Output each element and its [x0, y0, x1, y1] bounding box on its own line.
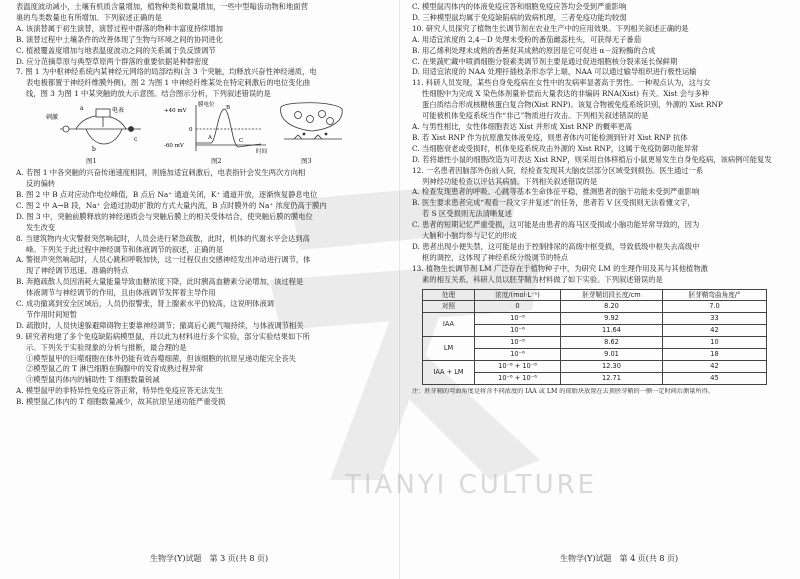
watermark-text: TIANYI CULTURE [345, 470, 598, 500]
option-line: A. 若图 1 中各突触的兴奋传递速度相同，则施加适宜刺激后，电表指针会发生两次方向相 [16, 168, 306, 178]
cell-angle: 7.0 [663, 301, 767, 313]
plus40-label: +40 mV [164, 108, 187, 115]
stimulus-label: 刺激 [46, 114, 59, 122]
text-line: 若 S 区受损则无法清晰复述 [422, 209, 512, 219]
minus60-label: -60 mV [164, 143, 184, 150]
cell-group: IAA + LM [423, 361, 475, 385]
text-line: 枢的调控，这体现了神经系统分级调节的特点 [422, 252, 568, 262]
option-line: B. 医生要求患者完成“观看一段文字并复述”的任务，患者若 V 区受损则无法看懂文字， [412, 198, 695, 208]
table-note: 注：胚芽鞘的弯曲角度是将含不同浓度的 IAA 或 LM 的琼脂块放置在去顶胚芽鞘的一侧一定时间后测量所得。 [412, 387, 714, 395]
option-line: C. 模型鼠丙体内的体液免疫应答和细胞免疫应答均会受到严重影响 [412, 2, 627, 11]
fig1-caption: 图1 [86, 157, 97, 166]
table-row [423, 349, 767, 361]
cell-length: 8.62 [561, 337, 663, 349]
option-line: D. 用适宜浓度的 NAA 处理扦插枝条形态学上端，NAA 可以通过输导组织进行极性运输 [412, 67, 697, 77]
table-row [423, 372, 767, 384]
option-line: A. 与男性相比，女性体细胞表达 Xist 并形成 Xist RNP 的概率更高 [412, 121, 632, 131]
cell-length: 9.92 [561, 313, 663, 325]
point-c-label: C [239, 138, 244, 145]
cell-conc: 10⁻⁶ [475, 349, 561, 361]
text-line: 蛋白质结合形成核糖核蛋白复合物(Xist RNP)。该复合物被免疫系统识别，外源的 Xist RNP [422, 100, 723, 110]
table-header-row [423, 289, 767, 301]
cell-length: 9.01 [561, 349, 663, 361]
figure-2-curve [196, 105, 266, 151]
option-line: C. 患者的短期记忆严重受损，这可能是由患者的海马区受损或小脑功能异常导致的，因为 [412, 220, 700, 230]
cell-angle: 10 [663, 337, 767, 349]
cell-angle: 45 [663, 372, 767, 384]
left-column [16, 2, 388, 408]
text-line: 示。下列关于实验现象的分析与推断，最合理的是 [26, 342, 187, 352]
text-line: 体液调节与神经调节的作用，且由体液调节发挥着主导作用 [26, 288, 216, 298]
table-row [423, 337, 767, 349]
option-line: B. 演替过程中土壤条件的改善体现了生物与环境之间的协同进化 [16, 34, 224, 44]
cell-length: 11.64 [561, 325, 663, 337]
option-line: A. 该演替属于初生演替，演替过程中群落的物种丰富度持续增加 [16, 23, 223, 33]
option-line: A. 警报声突然响起时，人员心跳和呼吸加快，这一过程仅由交感神经发出冲动进行调节，体 [16, 255, 311, 265]
text-line: 线，图 3 为图 1 中某突触的放大示意图。结合图示分析，下列叙述错误的是 [26, 89, 271, 99]
zero-label: 0 [189, 127, 193, 134]
text-line: 节作用时间短暂 [26, 309, 78, 319]
text-line: 列神经功能检查以评估其病情。下列相关叙述错误的是 [422, 176, 598, 186]
col-header-length: 胚芽鞘切段长度/cm [561, 289, 663, 301]
option-line: B. 若 Xist RNP 作为抗原激发体液免疫，则患者体内可能检测到针对 Xist RNP 抗体 [412, 132, 688, 142]
cell-conc: 10⁻⁸ + 10⁻⁸ [475, 361, 561, 373]
text-line: 表电极都置于神经纤维膜外侧)，图 2 为图 1 中神经纤维某处在特定刺激后的电位变化曲 [26, 78, 311, 88]
question-13: 13. 植物生长调节剂 LM 广泛存在于植物种子中，为研究 LM 的生理作用及其与其他植物激 [412, 263, 708, 273]
fig3-caption: 图3 [301, 157, 312, 166]
statement-line: ②模型鼠乙的 T 淋巴细胞在胸腺中的发育成熟过程异常 [26, 364, 204, 374]
table-row [423, 325, 767, 337]
time-label: 时间 [256, 149, 268, 156]
cell-conc: 10⁻⁶ + 10⁻⁶ [475, 372, 561, 384]
option-line: C. 在果蔬贮藏中喷洒细胞分裂素类调节剂主要是通过促进细胞核分裂来延长保鲜期 [412, 56, 678, 66]
question-12: 12. 一名患者因脑部外伤前入院，经检查发现其大脑皮层部分区域受到损伤。医生通过一系 [412, 165, 704, 175]
potential-label: 膜电位 [198, 102, 215, 109]
fig2-caption: 图2 [211, 157, 222, 166]
cell-conc: 0 [475, 301, 561, 313]
cell-length: 8.20 [561, 301, 663, 313]
option-line: D. 三种模型鼠均属于免疫缺陷病的致病机理，三者免疫功能均较弱 [412, 12, 627, 22]
option-line: C. 当细胞衰老或受损时，机体免疫系统攻击外源的 Xist RNP，这属于免疫防御功能异常 [412, 143, 699, 153]
neuron-c-label: c [134, 136, 138, 144]
option-line: C. 成功撤离到安全区域后，人员仍很警张，肾上腺素水平仍较高，这说明体液调 [16, 299, 275, 309]
question-10: 10. 研究人员探究了植物生长调节剂在农业生产中的应用效果。下列相关叙述正确的是 [412, 23, 689, 33]
option-line: D. 患者出现小便失禁，这可能是由于控制排尿的高级中枢受损，导致低级中枢失去高级中 [412, 241, 700, 251]
text-line: 可能被机体免疫系统当作“非己”物质进行攻击。下列相关叙述错误的是 [422, 111, 649, 121]
col-header-treatment: 处理 [423, 289, 475, 301]
cell-conc: 10⁻⁸ [475, 313, 561, 325]
neuron-a-label: a [80, 105, 84, 113]
col-header-concentration: 浓度/(mol·L⁻¹) [475, 289, 561, 301]
statement-line: ①模型鼠甲的巨噬细胞在体外仍能有效吞噬细菌，但该细胞的抗原呈递功能完全丧失 [26, 353, 296, 363]
cell-angle: 33 [663, 313, 767, 325]
option-line: D. 应分范摘草原与典型草原两个群落的重要依据是种群密度 [16, 56, 209, 66]
cell-angle: 42 [663, 325, 767, 337]
text-line: 现了神经调节迅速、准确的特点 [26, 266, 129, 276]
option-line: C. 图 2 中 A→B 段，Na⁺ 会通过协助扩散的方式大量内流，B 点时膜外的 Na⁺ 浓度仍高于膜内 [16, 200, 327, 210]
statement-line: ③模型鼠丙体内的辅助性 T 细胞数量锐减 [26, 375, 160, 385]
option-line: D. 疏散时，人员快速躲避障碍物主要靠神经调节；撤离后心跳气喘持续，与体液调节相关 [16, 320, 304, 330]
cell-group: LM [423, 337, 475, 361]
text-line: 反的偏转 [26, 179, 56, 189]
option-line: B. 图 2 中 B 点对应动作电位峰值，B 点后 Na⁺ 通道关闭，K⁺ 通道开放，逐渐恢复静息电位 [16, 189, 318, 199]
neuron-figure [46, 101, 336, 167]
table-row [423, 301, 767, 313]
question-11: 11. 科研人员发现，某些自身免疫病在女性中的发病率显著高于男性。一种观点认为，这与女 [412, 78, 711, 88]
text-line: 峰。下列关于此过程中神经调节和体液调节的叙述，正确的是 [26, 244, 224, 254]
text-line: 巢的鸟类数量也有所增加。下列叙述正确的是 [16, 12, 162, 22]
right-page-footer: 生物学(Y)试题 第 4 页(共 8 页) [560, 554, 679, 563]
cell-angle: 18 [663, 349, 767, 361]
text-line: 大脑和小脑均参与记忆的形成 [422, 231, 517, 241]
meter-label: 电表 [112, 107, 125, 115]
right-column [412, 2, 784, 396]
lm-experiment-table [422, 289, 767, 385]
option-line: A. 用适宜浓度的 2,4－D 处理未受粉的番茄雌蕊柱头，可获得无子番茄 [412, 34, 642, 44]
point-b-label: B [226, 105, 231, 112]
figure-3-synapse [281, 103, 343, 139]
text-line: 发生改变 [26, 222, 56, 232]
text-line: 表温度波动减小，土壤有机质含量增加，植物种类和数量增加，一些中型嗡齿动物和地面营 [16, 2, 308, 11]
col-header-angle: 胚芽鞘弯曲角度/° [663, 289, 767, 301]
cell-length: 12.30 [561, 361, 663, 373]
option-line: D. 图 3 中，突触前膜释放的神经递质会与突触后膜上的相关受体结合，使突触后膜的膜电位 [16, 211, 313, 221]
cell-length: 12.71 [561, 372, 663, 384]
cell-group: IAA [423, 313, 475, 337]
option-line: B. 模型鼠乙体内的 T 细胞数量减少，故其抗原呈递功能严重受损 [16, 397, 226, 407]
cell-conc: 10⁻⁸ [475, 337, 561, 349]
option-line: A. 模型鼠甲的非特异性免疫应答正常，特异性免疫应答无法发生 [16, 386, 223, 396]
cell-angle: 42 [663, 361, 767, 373]
point-a-label: A [208, 135, 212, 142]
question-8: 8. 当建筑物内火灾警报突然响起时，人员会进行紧急疏散，此时，机体的代谢水平会达到高 [16, 233, 310, 243]
figure-1-network [60, 109, 141, 144]
option-line: C. 植被覆盖度增加与地表温度波动之间的关系属于负反馈调节 [16, 45, 216, 55]
text-line: 素的相互关系，科研人员以胚芽鞘为材料做了如下实验。下列叙述错误的是 [422, 274, 663, 284]
cell-group: 对照 [423, 301, 475, 313]
option-line: B. 用乙烯利处理未成熟的香蕉促其成熟的原因是它可促进 α－淀粉酶的合成 [412, 45, 656, 55]
neuron-b-label: b [92, 146, 96, 154]
question-7: 7. 图 1 为中枢神经系统内某神经元网络的局部结构(含 3 个突触，均释放兴奋性神经递质，电 [16, 67, 317, 77]
table-row [423, 361, 767, 373]
question-9: 9. 研究者构建了多个免疫缺陷病模型鼠，并以此为材料进行多个实验，部分实验结果如下所 [16, 331, 310, 341]
text-line: 性细胞中为完成 X 染色体剂量补偿而大量表达的非编码 RNA(Xist) 有关。Xist 会与多种 [422, 89, 709, 99]
option-line: A. 检查发现患者的呼吸、心跳等基本生命体征平稳，推测患者的脑干功能未受到严重影响 [412, 187, 700, 197]
left-page-footer: 生物学(Y)试题 第 3 页(共 8 页) [150, 554, 269, 563]
option-line: B. 奔跑疏散人员因消耗大量能量导致血糖浓度下降，此时胰高血糖素分泌增加，该过程是 [16, 277, 304, 287]
option-line: D. 若将雄性小鼠的细胞改造为可表达 Xist RNP，则采用自体移植后小鼠更易发生自身免疫病，该病例可能复发 [412, 154, 772, 164]
table-row [423, 313, 767, 325]
cell-conc: 10⁻⁶ [475, 325, 561, 337]
